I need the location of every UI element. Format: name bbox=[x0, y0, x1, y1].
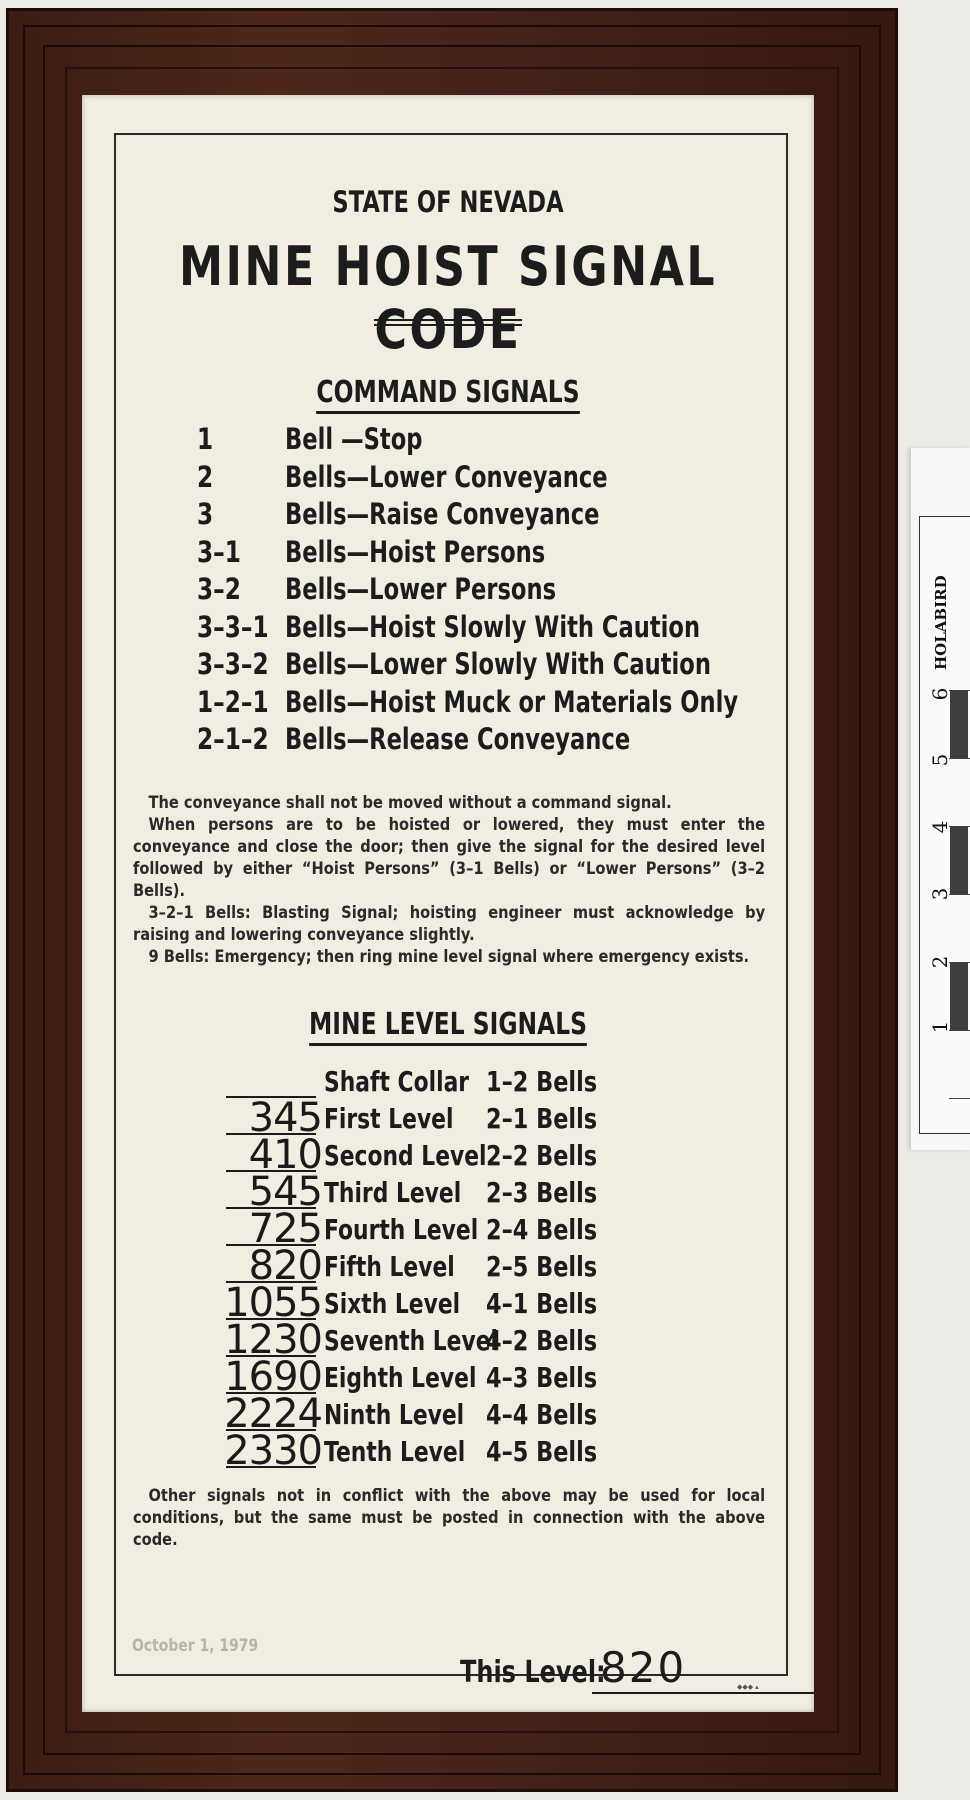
level-bells: 4–4 Bells bbox=[486, 1398, 598, 1431]
command-text: Bells—Hoist Muck or Materials Only bbox=[285, 684, 739, 719]
sign-paper bbox=[82, 95, 814, 1712]
scale-tick bbox=[949, 894, 970, 895]
command-code: 3–3–1 bbox=[197, 609, 269, 644]
scale-number: 1 bbox=[928, 1020, 952, 1034]
level-depth: 2224 bbox=[224, 1391, 322, 1437]
instruction-paragraph: When persons are to be hoisted or lowered, they must enter the conveyance and close the door; then give the signal for the desired level followed by either “Hoist Persons” (3–1 Bells) or “Lower Persons” (3–2 Bells). bbox=[133, 815, 766, 901]
command-code: 3–1 bbox=[197, 534, 241, 569]
command-row bbox=[197, 422, 797, 460]
sign-title: MINE HOIST SIGNAL CODE bbox=[178, 235, 718, 361]
level-name: Fifth Level bbox=[324, 1250, 455, 1283]
scale-segment bbox=[950, 962, 968, 1030]
level-bells: 4–1 Bells bbox=[486, 1287, 598, 1320]
command-code: 3 bbox=[197, 497, 214, 531]
scale-number: 6 bbox=[928, 687, 952, 701]
level-bells: 4–5 Bells bbox=[486, 1435, 598, 1468]
level-row bbox=[202, 1428, 662, 1474]
level-name: Sixth Level bbox=[324, 1287, 461, 1320]
level-name: Ninth Level bbox=[324, 1398, 465, 1431]
level-depth: 820 bbox=[248, 1243, 322, 1289]
command-code: 2 bbox=[197, 459, 214, 494]
command-row bbox=[197, 535, 797, 573]
print-date: October 1, 1979 bbox=[132, 1636, 259, 1656]
instruction-paragraph: 9 Bells: Emergency; then ring mine level signal where emergency exists. bbox=[148, 947, 750, 967]
level-name: First Level bbox=[324, 1102, 454, 1135]
mine-level-signals-heading: MINE LEVEL SIGNALS bbox=[163, 1007, 734, 1042]
level-bells: 2–5 Bells bbox=[486, 1250, 598, 1283]
level-depth: 2330 bbox=[224, 1428, 322, 1474]
level-bells: 2–3 Bells bbox=[486, 1176, 598, 1209]
command-text: Bells—Raise Conveyance bbox=[285, 497, 600, 531]
command-signals-list bbox=[197, 422, 797, 760]
level-name: Fourth Level bbox=[324, 1213, 479, 1246]
command-text: Bells—Lower Slowly With Caution bbox=[285, 647, 711, 681]
this-level-label: This Level: bbox=[460, 1655, 606, 1690]
state-heading: STATE OF NEVADA bbox=[332, 185, 564, 219]
level-depth: 545 bbox=[248, 1169, 322, 1215]
level-depth: 345 bbox=[248, 1095, 322, 1141]
command-text: Bells—Release Conveyance bbox=[285, 722, 631, 756]
scale-tick bbox=[949, 1098, 970, 1099]
scale-number: 3 bbox=[928, 887, 952, 901]
level-depth: 1230 bbox=[224, 1317, 322, 1363]
level-name: Seventh Level bbox=[324, 1324, 499, 1357]
command-text: Bells—Hoist Persons bbox=[285, 534, 546, 569]
scale-segment bbox=[950, 690, 968, 758]
level-depth: 410 bbox=[248, 1132, 322, 1178]
scale-number: 2 bbox=[928, 955, 952, 969]
command-row bbox=[197, 685, 797, 723]
scale-tick bbox=[949, 1030, 970, 1031]
instruction-paragraph: 3–2–1 Bells: Blasting Signal; hoisting engineer must acknowledge by raising and lowering conveyance slightly. bbox=[133, 903, 766, 945]
scale-card bbox=[910, 448, 970, 1150]
scale-number: 4 bbox=[928, 820, 952, 834]
command-row bbox=[197, 722, 797, 760]
scale-number: 5 bbox=[928, 753, 952, 767]
scale-brand: HOLABIRD bbox=[932, 575, 950, 670]
level-bells: 2–4 Bells bbox=[486, 1213, 598, 1246]
level-bells: 4–3 Bells bbox=[486, 1361, 598, 1394]
footer-note bbox=[133, 1485, 765, 1551]
command-text: Bells—Lower Persons bbox=[285, 572, 557, 606]
footer-note-text: Other signals not in conflict with the above may be used for local conditions, but the same must be posted in connection with the above code. bbox=[133, 1486, 766, 1550]
title-divider bbox=[374, 319, 522, 326]
command-row bbox=[197, 460, 797, 498]
command-text: Bells—Lower Conveyance bbox=[285, 459, 608, 494]
command-code: 3–3–2 bbox=[197, 647, 269, 681]
level-depth: 725 bbox=[248, 1206, 322, 1252]
level-bells: 2–1 Bells bbox=[486, 1102, 598, 1135]
level-bells: 4–2 Bells bbox=[486, 1324, 598, 1357]
command-row bbox=[197, 572, 797, 610]
scale-segment bbox=[950, 826, 968, 894]
command-code: 2–1–2 bbox=[197, 722, 269, 756]
level-bells: 1–2 Bells bbox=[486, 1065, 598, 1098]
level-name: Third Level bbox=[324, 1176, 462, 1209]
command-code: 3–2 bbox=[197, 572, 241, 606]
level-name: Shaft Collar bbox=[324, 1065, 470, 1098]
printer-mark-icon: ◆◆◆ ▴ bbox=[737, 1684, 759, 1691]
scale-tick bbox=[949, 758, 970, 759]
level-depth: 1055 bbox=[224, 1280, 322, 1326]
mine-level-table bbox=[202, 1063, 662, 1474]
level-name: Tenth Level bbox=[324, 1435, 466, 1468]
command-code: 1 bbox=[197, 422, 214, 456]
command-text: Bells—Hoist Slowly With Caution bbox=[285, 609, 701, 644]
command-row bbox=[197, 647, 797, 685]
level-name: Eighth Level bbox=[324, 1361, 477, 1394]
level-depth: 1690 bbox=[224, 1354, 322, 1400]
command-row bbox=[197, 497, 797, 535]
level-name: Second Level bbox=[324, 1139, 487, 1172]
level-bells: 2–2 Bells bbox=[486, 1139, 598, 1172]
this-level-value: 820 bbox=[592, 1643, 814, 1694]
command-text: Bell —Stop bbox=[285, 422, 423, 456]
command-code: 1–2–1 bbox=[197, 684, 269, 719]
command-signals-heading: COMMAND SIGNALS bbox=[163, 375, 734, 410]
command-row bbox=[197, 610, 797, 648]
instruction-paragraph: The conveyance shall not be moved without a command signal. bbox=[148, 793, 672, 813]
instructions-block bbox=[133, 792, 765, 968]
